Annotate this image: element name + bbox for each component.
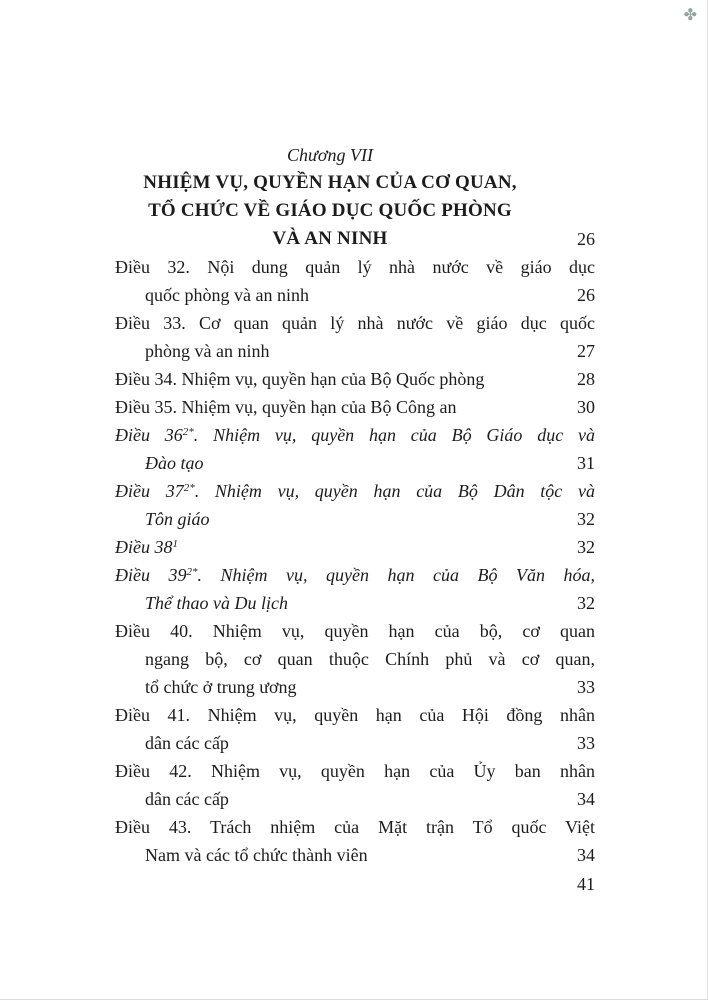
toc-entry-text: Điều 42. Nhiệm vụ, quyền hạn của Ủy ban nhân	[115, 761, 595, 781]
amendment-superscript: 2*	[186, 566, 198, 578]
toc-entry	[115, 561, 595, 617]
chapter-page-number: 26	[577, 229, 595, 249]
toc-entry-line	[115, 393, 595, 421]
toc-entry-line	[115, 645, 595, 673]
toc-entry-page-number: 26	[577, 285, 595, 305]
toc-entry-line	[115, 421, 595, 449]
toc-entry-line	[115, 841, 595, 869]
toc-entry-text: dân các cấp	[145, 733, 229, 753]
toc-entry-text: Tôn giáo	[145, 509, 210, 529]
toc-entry-line	[115, 589, 595, 617]
toc-entry	[115, 617, 595, 701]
toc-entry-text: Nam và các tổ chức thành viên	[145, 845, 368, 865]
toc-entry-text: Điều $38^1$	[115, 537, 178, 557]
toc-entry-text: Điều 32. Nội dung quản lý nhà nước về giáo dục	[115, 257, 595, 277]
toc-entry-line	[115, 701, 595, 729]
toc-entry-text: Điều 43. Trách nhiệm của Mặt trận Tổ quốc Việt	[115, 817, 595, 837]
toc-entry-line	[115, 673, 595, 701]
toc-entry-line	[115, 337, 595, 365]
toc-entry-line	[115, 785, 595, 813]
toc-entry-text: Điều 34. Nhiệm vụ, quyền hạn của Bộ Quốc phòng	[115, 369, 485, 389]
chapter-title-line-1: NHIỆM VỤ, QUYỀN HẠN CỦA CƠ QUAN,	[143, 172, 517, 193]
toc-entry	[115, 365, 595, 393]
toc-content	[115, 141, 595, 869]
toc-entry-text: Đào tạo	[145, 453, 204, 473]
toc-entry-text: Điều 35. Nhiệm vụ, quyền hạn của Bộ Công an	[115, 397, 457, 417]
toc-entry-text: dân các cấp	[145, 789, 229, 809]
toc-entry-text: Điều 33. Cơ quan quản lý nhà nước về giáo dục quốc	[115, 313, 595, 333]
chapter-title-line-3: VÀ AN NINH	[272, 228, 388, 249]
flower-icon: ✤	[683, 7, 697, 24]
toc-entry-line	[115, 477, 595, 505]
toc-entry-text: Điều 41. Nhiệm vụ, quyền hạn của Hội đồng nhân	[115, 705, 595, 725]
amendment-superscript: 2*	[183, 482, 195, 494]
toc-entry-line	[115, 813, 595, 841]
toc-entry-page-number: 32	[577, 537, 595, 557]
toc-entry	[115, 393, 595, 421]
toc-entry-text: Điều $39^{2*}$. Nhiệm vụ, quyền hạn của Bộ Văn hóa,	[115, 565, 595, 585]
toc-entry-line	[115, 505, 595, 533]
toc-entry	[115, 533, 595, 561]
chapter-heading	[115, 141, 595, 253]
toc-entry-page-number: 33	[577, 677, 595, 697]
toc-entry-line	[115, 757, 595, 785]
toc-entry-page-number: 30	[577, 397, 595, 417]
toc-entry-line	[115, 729, 595, 757]
toc-entry-page-number: 31	[577, 453, 595, 473]
toc-entry-page-number: 34	[577, 845, 595, 865]
toc-entry	[115, 757, 595, 813]
toc-entry-page-number: 33	[577, 733, 595, 753]
toc-entry	[115, 477, 595, 533]
toc-entry-text: quốc phòng và an ninh	[145, 285, 309, 305]
toc-entry	[115, 309, 595, 365]
toc-entry	[115, 253, 595, 309]
toc-entry-page-number: 32	[577, 509, 595, 529]
toc-entry-text: Điều $37^{2*}$. Nhiệm vụ, quyền hạn của Bộ Dân tộc và	[115, 481, 595, 501]
toc-entry-text: Thể thao và Du lịch	[145, 593, 288, 613]
chapter-label: Chương VII	[287, 145, 373, 165]
toc-entry-page-number: 34	[577, 789, 595, 809]
toc-entry-text: Điều 40. Nhiệm vụ, quyền hạn của bộ, cơ quan	[115, 621, 595, 641]
toc-entry-line	[115, 449, 595, 477]
toc-entry-line	[115, 253, 595, 281]
toc-entry-line	[115, 365, 595, 393]
toc-entry	[115, 421, 595, 477]
toc-entry-line	[115, 561, 595, 589]
chapter-title-row	[115, 225, 595, 253]
toc-entry	[115, 813, 595, 869]
toc-entry-page-number: 32	[577, 593, 595, 613]
toc-entry-page-number: 27	[577, 341, 595, 361]
toc-entry-line	[115, 309, 595, 337]
toc-entry-line	[115, 617, 595, 645]
amendment-superscript: 2*	[182, 426, 194, 438]
chapter-title-line-2: TỔ CHỨC VỀ GIÁO DỤC QUỐC PHÒNG	[148, 200, 512, 221]
page-number: 41	[577, 874, 595, 894]
toc-entry-page-number: 28	[577, 369, 595, 389]
toc-entries	[115, 253, 595, 869]
toc-entry-text: phòng và an ninh	[145, 341, 270, 361]
toc-entry-text: tổ chức ở trung ương	[145, 677, 297, 697]
toc-entry-text: Điều $36^{2*}$. Nhiệm vụ, quyền hạn của Bộ Giáo dục và	[115, 425, 595, 445]
amendment-superscript: 1	[172, 538, 178, 550]
toc-entry-line	[115, 281, 595, 309]
toc-entry	[115, 701, 595, 757]
toc-entry-line	[115, 533, 595, 561]
toc-entry-text: ngang bộ, cơ quan thuộc Chính phủ và cơ quan,	[145, 649, 595, 669]
